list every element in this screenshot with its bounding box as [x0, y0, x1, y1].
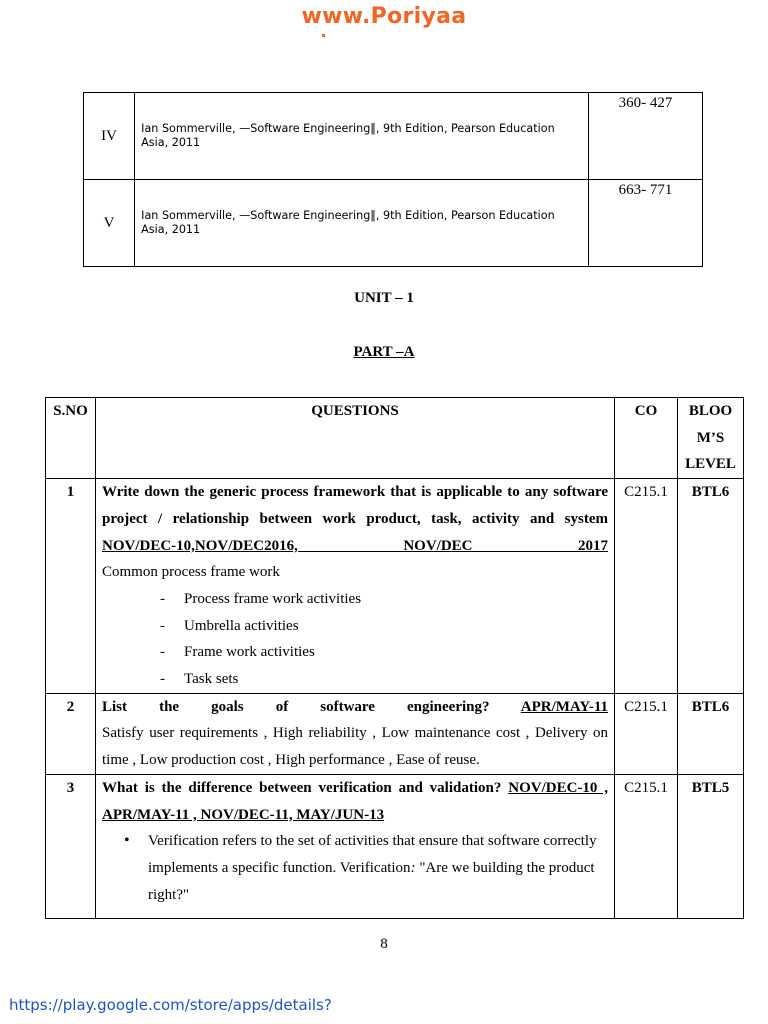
part-heading: PART –A	[353, 344, 415, 360]
exam-tag: NOV/DEC-10,NOV/DEC2016, NOV/DEC 2017	[102, 537, 608, 554]
footer-link[interactable]: https://play.google.com/store/apps/details?	[9, 996, 332, 1014]
site-watermark: www.Poriyaa	[301, 4, 467, 29]
unit-cell: IV	[84, 93, 135, 180]
answer-text: Satisfy user requirements , High reliability , Low maintenance cost , Delivery on time , Low production cost , High performance , Ease of reuse.	[102, 725, 608, 769]
table-header-row	[46, 398, 744, 479]
watermark-mark	[322, 34, 325, 37]
question-cell	[96, 479, 615, 694]
header-co: CO	[615, 398, 678, 479]
table-row	[84, 180, 703, 267]
co-cell: C215.1	[615, 774, 678, 919]
list-item: - Umbrella activities	[160, 613, 608, 640]
question-title	[102, 479, 608, 559]
table-row	[84, 93, 703, 180]
list-item: - Task sets	[160, 666, 608, 693]
question-cell	[96, 693, 615, 774]
pages-cell: 663- 771	[589, 180, 703, 267]
btl-cell: BTL5	[678, 774, 744, 919]
exam-tag-continued: APR/MAY-11 , NOV/DEC-11, MAY/JUN-13	[102, 806, 385, 823]
header-questions: QUESTIONS	[96, 398, 615, 479]
header-blooms-line-3: LEVEL	[685, 456, 736, 473]
bullet-text: Verification refers to the set of activities that ensure that software correctly implements a specific function. Verification	[148, 833, 597, 876]
btl-cell: BTL6	[678, 693, 744, 774]
part-heading-wrap	[0, 344, 768, 361]
bullet-colon: :	[410, 859, 416, 876]
header-blooms-line-2: M’S	[696, 429, 725, 446]
co-cell: C215.1	[615, 479, 678, 694]
answer-intro: Common process frame work	[102, 564, 280, 581]
table-row	[46, 693, 744, 774]
table-row	[46, 479, 744, 694]
book-cell: Ian Sommerville, —Software Engineering‖, 9th Edition, Pearson Education Asia, 2011	[135, 180, 589, 267]
book-cell: Ian Sommerville, —Software Engineering‖, 9th Edition, Pearson Education Asia, 2011	[135, 93, 589, 180]
list-item: - Process frame work activities	[160, 586, 608, 613]
bullet-quote: "Are we building the product right?"	[148, 859, 595, 903]
question-cell	[96, 774, 615, 919]
reference-table	[83, 92, 703, 267]
question-number: 2	[46, 693, 96, 774]
header-blooms-line-1: BLOO	[688, 403, 733, 419]
exam-tag: NOV/DEC-10 ,	[508, 779, 609, 796]
unit-heading: UNIT – 1	[354, 290, 414, 306]
table-row	[46, 774, 744, 919]
question-title	[102, 694, 608, 721]
questions-table	[45, 397, 744, 919]
answer-list	[102, 828, 608, 908]
header-sno: S.NO	[46, 398, 96, 479]
question-text: List the goals of software engineering?	[102, 698, 490, 715]
page-number: 8	[380, 936, 388, 952]
list-item: - Frame work activities	[160, 639, 608, 666]
btl-cell: BTL6	[678, 479, 744, 694]
header-blooms-level	[678, 398, 744, 479]
question-number: 1	[46, 479, 96, 694]
answer-list	[102, 586, 608, 693]
co-cell: C215.1	[615, 693, 678, 774]
unit-cell: V	[84, 180, 135, 267]
pages-cell: 360- 427	[589, 93, 703, 180]
list-item	[124, 828, 608, 908]
question-text: What is the difference between verification and validation?	[102, 779, 502, 796]
question-title	[102, 775, 608, 828]
question-number: 3	[46, 774, 96, 919]
exam-tag: APR/MAY-11	[520, 698, 608, 715]
question-text: Write down the generic process framework that is applicable to any software project / relationship between work product, task, activity and system	[102, 484, 608, 527]
